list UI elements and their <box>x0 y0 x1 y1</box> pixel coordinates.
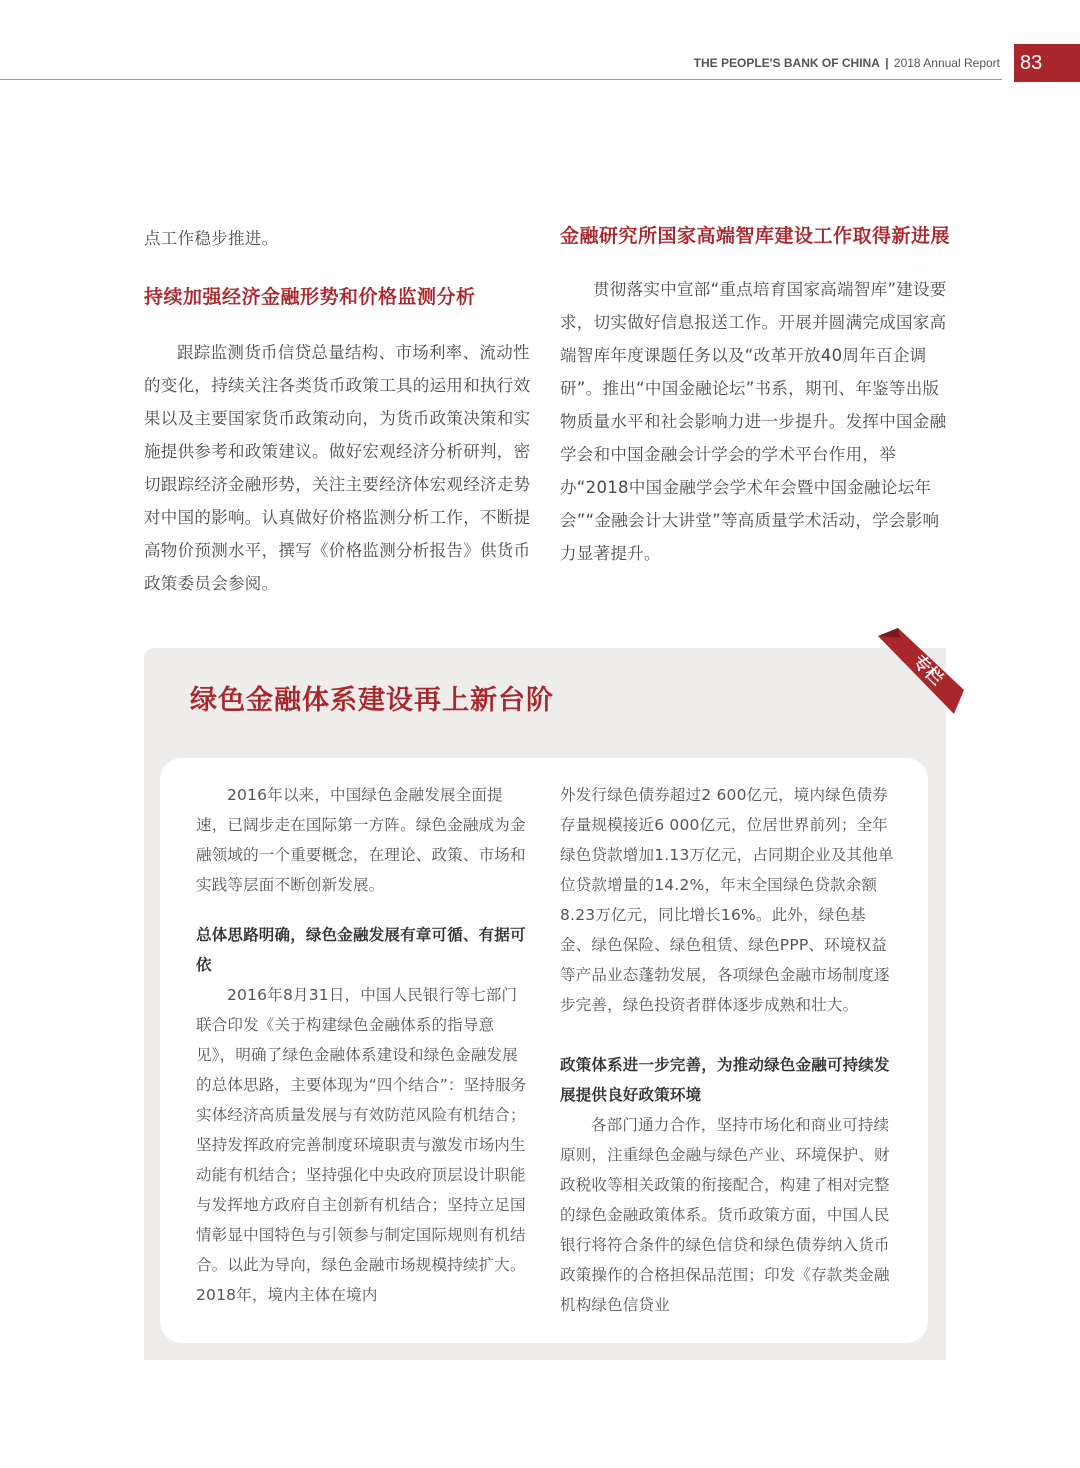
right-column <box>560 222 952 570</box>
feature-right-column <box>560 780 896 1320</box>
feature-body-3: 各部门通力合作，坚持市场化和商业可持续原则，注重绿色金融与绿色产业、环境保护、财政税收等相关政策的衔接配合，构建了相对完整的绿色金融政策体系。货币政策方面，中国人民银行将符合条件的绿色信贷和绿色债券纳入货币政策操作的合格担保品范围；印发《存款类金融机构绿色信贷业 <box>560 1116 890 1314</box>
header-separator: | <box>885 56 889 70</box>
feature-box <box>144 648 946 1360</box>
running-header <box>694 56 1000 70</box>
continuation-text: 点工作稳步推进。 <box>144 229 279 248</box>
paragraph-monitoring: 跟踪监测货币信贷总量结构、市场利率、流动性的变化，持续关注各类货币政策工具的运用和执行效果以及主要国家货币政策动向，为货币政策决策和实施提供参考和政策建议。做好宏观经济分析研判，密切跟踪经济金融形势，关注主要经济体宏观经济走势对中国的影响。认真做好价格监测分析工作，不断提高物价预测水平，撰写《价格监测分析报告》供货币政策委员会参阅。 <box>144 343 531 593</box>
feature-subhead-2: 政策体系进一步完善，为推动绿色金融可持续发展提供良好政策环境 <box>560 1055 890 1104</box>
section-title-think-tank: 金融研究所国家高端智库建设工作取得新进展 <box>560 225 951 247</box>
left-column <box>144 222 534 600</box>
header-rule <box>0 79 1002 80</box>
header-report: 2018 Annual Report <box>893 56 1000 70</box>
paragraph-think-tank: 贯彻落实中宣部“重点培育国家高端智库”建设要求，切实做好信息报送工作。开展并圆满完成国家高端智库年度课题任务以及“改革开放40周年百企调研”。推出“中国金融论坛”书系，期刊、年鉴等出版物质量水平和社会影响力进一步提升。发挥中国金融学会和中国金融会计学会的学术平台作用，举办“2018中国金融学会学术年会暨中国金融论坛年会”“金融会计大讲堂”等高质量学术活动，学会影响力显著提升。 <box>560 280 947 563</box>
feature-body-2: 外发行绿色债券超过2 600亿元，境内绿色债券存量规模接近6 000亿元，位居世界前列；全年绿色贷款增加1.13万亿元，占同期企业及其他单位贷款增量的14.2%，年末全国绿色贷款余额8.23万亿元，同比增长16%。此外，绿色基金、绿色保险、绿色租赁、绿色PPP、环境权益等产品业态蓬勃发展，各项绿色金融市场制度逐步完善，绿色投资者群体逐步成熟和壮大。 <box>560 786 894 1014</box>
feature-title: 绿色金融体系建设再上新台阶 <box>190 685 554 716</box>
feature-body-1: 2016年8月31日，中国人民银行等七部门联合印发《关于构建绿色金融体系的指导意见》，明确了绿色金融体系建设和绿色金融发展的总体思路，主要体现为“四个结合”：坚持服务实体经济高质量发展与有效防范风险有机结合；坚持发挥政府完善制度环境职责与激发市场内生动能有机结合；坚持强化中央政府顶层设计职能与发挥地方政府自主创新有机结合；坚持立足国情彰显中国特色与引领参与制定国际规则有机结合。以此为导向，绿色金融市场规模持续扩大。2018年，境内主体在境内 <box>196 986 527 1304</box>
section-title-monitoring: 持续加强经济金融形势和价格监测分析 <box>144 286 476 308</box>
header-org: THE PEOPLE'S BANK OF CHINA <box>693 56 880 70</box>
feature-intro: 2016年以来，中国绿色金融发展全面提速，已阔步走在国际第一方阵。绿色金融成为金融领域的一个重要概念，在理论、政策、市场和实践等层面不断创新发展。 <box>196 786 526 894</box>
feature-left-column <box>196 780 532 1310</box>
feature-content-panel <box>160 758 928 1343</box>
feature-subhead-1: 总体思路明确，绿色金融发展有章可循、有据可依 <box>196 925 526 974</box>
column-ribbon <box>878 628 964 714</box>
ribbon-label: 专栏 <box>908 651 947 690</box>
page-number: 83 <box>1014 44 1080 82</box>
